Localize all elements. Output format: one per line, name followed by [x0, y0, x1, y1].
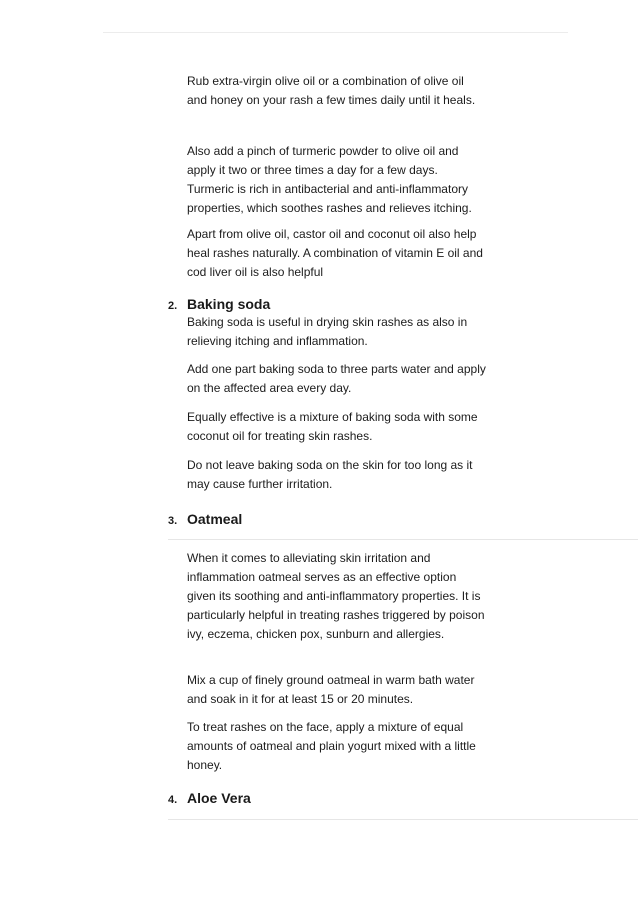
section-title: Aloe Vera	[187, 790, 251, 806]
section-number: 2.	[168, 300, 178, 312]
olive-oil-paragraph-1: Rub extra-virgin olive oil or a combination of olive oil and honey on your rash a few times daily until it heals.	[187, 74, 476, 107]
section-title: Oatmeal	[187, 511, 243, 527]
section-number: 4.	[168, 794, 178, 806]
section-number: 3.	[168, 515, 178, 527]
oatmeal-paragraph-1: When it comes to alleviating skin irritation and inflammation oatmeal serves as an effective option given its soothing and anti-inflammatory properties. It is particularly helpful in treating rashes triggered by poison ivy, eczema, chicken pox, sunburn and allergies.	[187, 551, 485, 641]
section-heading-aloe-vera	[168, 789, 251, 809]
aloe-vera-divider	[168, 819, 638, 820]
oatmeal-divider	[168, 539, 638, 540]
section-heading-oatmeal	[168, 510, 242, 530]
olive-oil-paragraph-3: Apart from olive oil, castor oil and coconut oil also help heal rashes naturally. A combination of vitamin E oil and cod liver oil is also helpful	[187, 227, 483, 279]
section-title: Baking soda	[187, 296, 271, 312]
olive-oil-paragraph-2: Also add a pinch of turmeric powder to olive oil and apply it two or three times a day for a few days. Turmeric is rich in antibacterial and anti-inflammatory properties, which soothes rashes and relieves itching.	[187, 144, 472, 215]
oatmeal-paragraph-3: To treat rashes on the face, apply a mixture of equal amounts of oatmeal and plain yogurt mixed with a little honey.	[187, 720, 476, 772]
baking-soda-paragraph-3: Equally effective is a mixture of baking soda with some coconut oil for treating skin rashes.	[187, 410, 478, 443]
baking-soda-paragraph-4: Do not leave baking soda on the skin for too long as it may cause further irritation.	[187, 458, 473, 491]
baking-soda-paragraph-2: Add one part baking soda to three parts water and apply on the affected area every day.	[187, 362, 486, 395]
baking-soda-paragraph-1: Baking soda is useful in drying skin rashes as also in relieving itching and inflammation.	[187, 315, 468, 348]
section-heading-baking-soda	[168, 295, 270, 315]
oatmeal-paragraph-2: Mix a cup of finely ground oatmeal in warm bath water and soak in it for at least 15 or 20 minutes.	[187, 673, 475, 706]
top-divider	[103, 32, 568, 33]
